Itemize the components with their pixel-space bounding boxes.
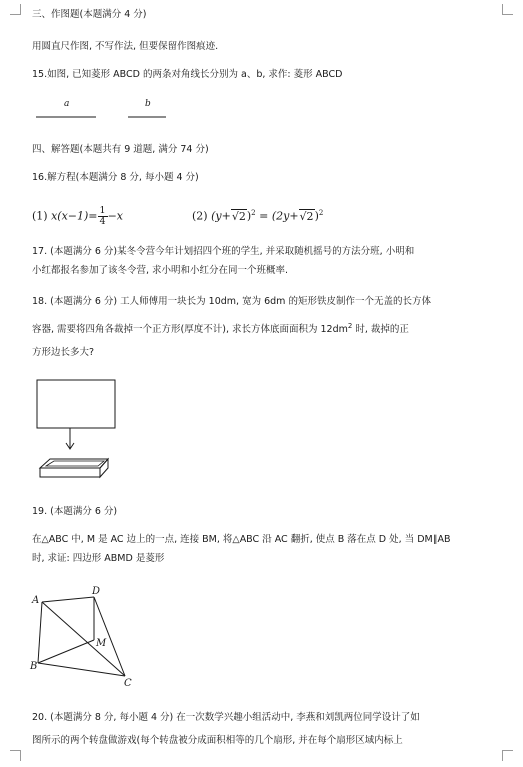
eq2-exp-2: 2 [318, 209, 324, 217]
question-15: 15.如图, 已知菱形 ABCD 的两条对角线长分别为 a、b, 求作: 菱形 ABCD [32, 69, 343, 80]
section3-instruction: 用圆直尺作图, 不写作法, 但要保留作图痕迹. [32, 41, 219, 52]
question-19-line-1: 在△ABC 中, M 是 AC 边上的一点, 连接 BM, 将△ABC 沿 AC 翻折, 使点 B 落在点 D 处, 当 DM∥AB [32, 534, 451, 545]
point-A-label: A [32, 595, 40, 606]
eq2-root-1: √2 [231, 209, 246, 223]
iron-sheet-rect [37, 380, 115, 428]
eq2-label: (2) [192, 209, 208, 223]
crop-mark-bottom-right [502, 750, 513, 761]
section3-heading: 三、作图题(本题满分 4 分) [32, 9, 147, 20]
eq1-lhs: x(x−1)= [51, 209, 98, 223]
box-figure [28, 376, 148, 494]
question-18-line-3: 方形边长多大? [32, 347, 95, 358]
question-16-equations: (1) x(x−1)= $\frac{1}{4}$ −x (2) $(y+√2)^2 = (2y+√2)^2$ [32, 205, 324, 228]
segment-figure [0, 92, 523, 122]
segment-b-label: b [145, 99, 151, 109]
box-inner-rim [46, 461, 104, 466]
eq2-root-2: √2 [299, 209, 314, 223]
question-18-line-1: 18. (本题满分 6 分) 工人师傅用一块长为 10dm, 宽为 6dm 的矩形铁皮制作一个无盖的长方体 [32, 296, 431, 307]
point-B-label: B [30, 661, 38, 672]
point-C-label: C [124, 678, 132, 689]
crop-mark-top-right [502, 4, 513, 15]
question-17-line-2: 小红都报名参加了该冬令营, 求小明和小红分在同一个班概率. [32, 265, 289, 276]
segment-AB [38, 602, 42, 663]
eq1-fraction: $\frac{1}{4}$ [99, 205, 106, 228]
eq1-label: (1) [32, 209, 48, 223]
segment-DC [94, 597, 125, 676]
crop-mark-bottom-left [10, 750, 21, 761]
section4-heading: 四、解答题(本题共有 9 道题, 满分 74 分) [32, 144, 209, 155]
eq2-exp-1: 2 [251, 209, 256, 217]
point-D-label: D [92, 586, 101, 597]
segment-AC [42, 602, 125, 676]
segment-BM [38, 640, 94, 663]
eq2-part-eq: = (2y+ [255, 209, 299, 223]
question-19-title: 19. (本题满分 6 分) [32, 506, 118, 517]
question-20-line-1: 20. (本题满分 8 分, 每小题 4 分) 在一次数学兴趣小组活动中, 李燕和刘凯两位同学设计了如 [32, 712, 420, 723]
question-20-line-2: 图所示的两个转盘做游戏(每个转盘被分成面积相等的几个扇形, 并在每个扇形区域内标上 [32, 735, 403, 746]
segment-a-label: a [64, 99, 70, 109]
eq2-part-a: (y+ [211, 209, 231, 223]
crop-mark-top-left [10, 4, 21, 15]
point-M-label: M [96, 638, 107, 649]
segment-AD [42, 597, 94, 602]
question-17-line-1: 17. (本题满分 6 分)某冬令营今年计划招四个班的学生, 并采取随机摇号的方法分班, 小明和 [32, 246, 415, 257]
eq1-rhs: −x [107, 209, 123, 223]
question-16-title: 16.解方程(本题满分 8 分, 每小题 4 分) [32, 172, 199, 183]
question-18-line-2: 容器, 需要将四角各裁掉一个正方形(厚度不计), 求长方体底面面积为 $12dm^2$ 时, 裁掉的正 [32, 322, 409, 336]
question-19-line-2: 时, 求证: 四边形 ABMD 是菱形 [32, 553, 165, 564]
rhombus-figure [28, 585, 158, 690]
box-side-face [100, 459, 108, 477]
box-front-face [40, 468, 100, 477]
